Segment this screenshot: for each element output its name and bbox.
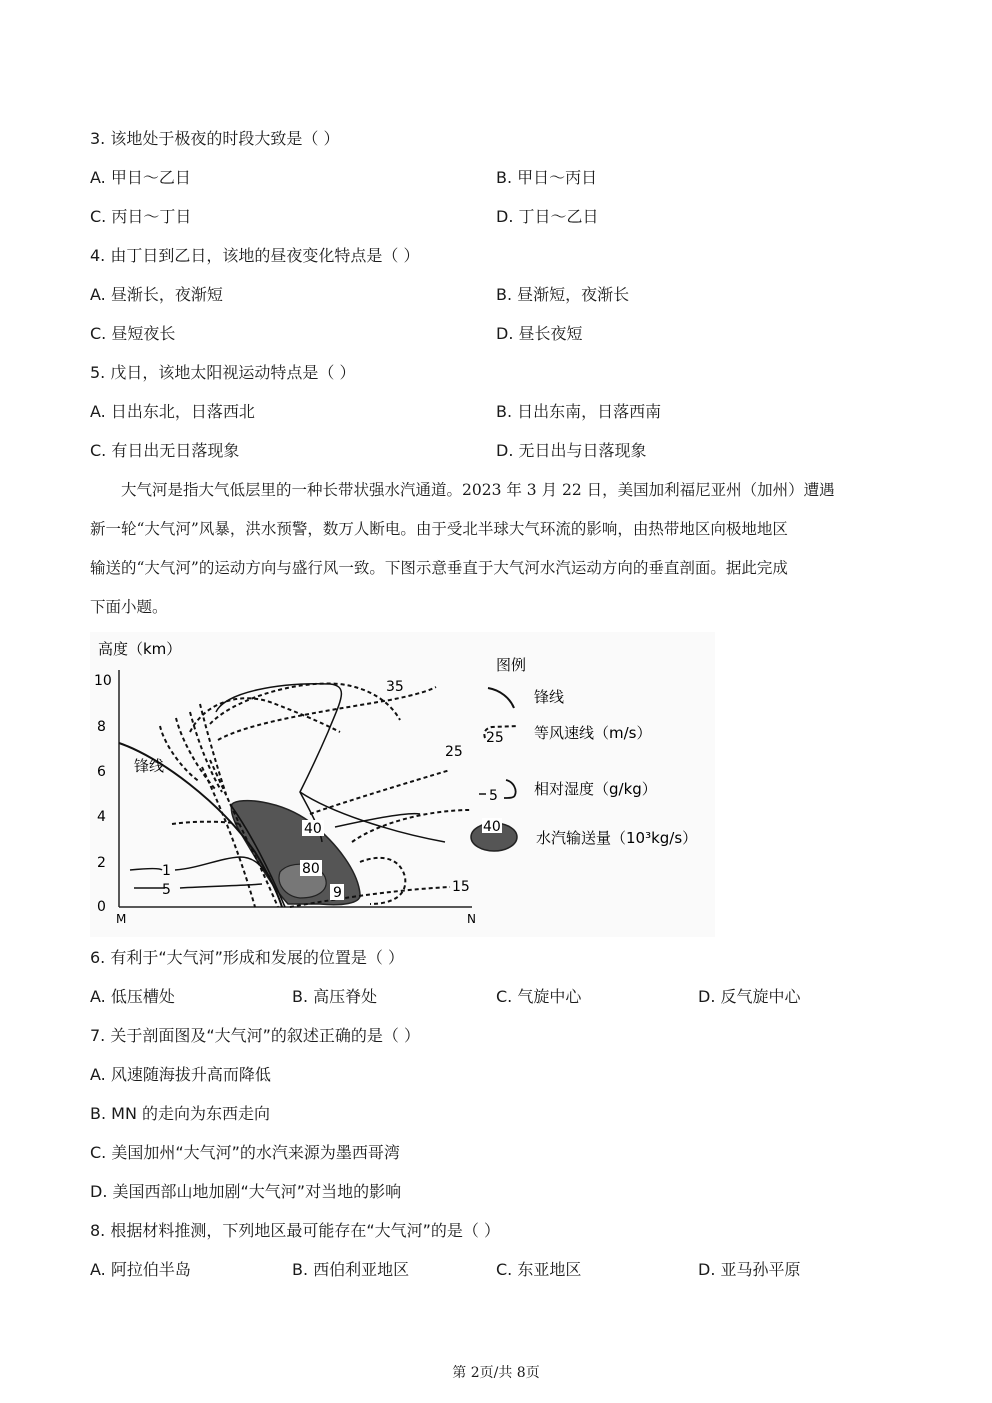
question-3-option-c[interactable]: C. 丙日～丁日 bbox=[90, 207, 192, 226]
question-8-option-d[interactable]: D. 亚马孙平原 bbox=[698, 1260, 801, 1279]
y-tick-2: 2 bbox=[97, 855, 106, 871]
y-axis-label: 高度（km） bbox=[98, 640, 182, 658]
question-7-option-c[interactable]: C. 美国加州“大气河”的水汽来源为墨西哥湾 bbox=[90, 1143, 400, 1162]
question-3-option-d[interactable]: D. 丁日～乙日 bbox=[496, 207, 599, 226]
label-5: 5 bbox=[162, 882, 171, 898]
y-tick-0: 0 bbox=[97, 899, 106, 915]
legend-front-label: 锋线 bbox=[534, 688, 565, 706]
legend-wind-sample: 25 bbox=[486, 730, 504, 746]
question-4-option-c[interactable]: C. 昼短夜长 bbox=[90, 324, 176, 343]
question-7-option-d[interactable]: D. 美国西部山地加剧“大气河”对当地的影响 bbox=[90, 1182, 402, 1201]
question-7-option-b[interactable]: B. MN 的走向为东西走向 bbox=[90, 1104, 271, 1123]
question-5-option-d[interactable]: D. 无日出与日落现象 bbox=[496, 441, 647, 460]
question-4-option-a[interactable]: A. 昼渐长，夜渐短 bbox=[90, 285, 223, 304]
question-4-option-b[interactable]: B. 昼渐短，夜渐长 bbox=[496, 285, 630, 304]
question-4-stem: 4. 由丁日到乙日，该地的昼夜变化特点是（ ） bbox=[90, 246, 420, 265]
question-4-option-d[interactable]: D. 昼长夜短 bbox=[496, 324, 583, 343]
legend-humidity-sample: 5 bbox=[489, 788, 498, 804]
y-tick-8: 8 bbox=[97, 719, 106, 735]
label-25: 25 bbox=[445, 744, 463, 760]
question-6-option-c[interactable]: C. 气旋中心 bbox=[496, 987, 582, 1006]
y-tick-6: 6 bbox=[97, 764, 106, 780]
label-80: 80 bbox=[302, 861, 320, 877]
label-35: 35 bbox=[386, 679, 404, 695]
question-6-stem: 6. 有利于“大气河”形成和发展的位置是（ ） bbox=[90, 948, 405, 967]
question-3-stem: 3. 该地处于极夜的时段大致是（ ） bbox=[90, 129, 340, 148]
front-label: 锋线 bbox=[134, 757, 165, 775]
question-7-option-a[interactable]: A. 风速随海拔升高而降低 bbox=[90, 1065, 271, 1084]
y-tick-10: 10 bbox=[94, 673, 112, 689]
label-40: 40 bbox=[304, 821, 322, 837]
passage-line-4: 下面小题。 bbox=[90, 598, 168, 616]
passage-line-1: 大气河是指大气低层里的一种长带状强水汽通道。2023 年 3 月 22 日，美国加利福尼亚州（加州）遭遇 bbox=[90, 481, 835, 499]
question-8-stem: 8. 根据材料推测，下列地区最可能存在“大气河”的是（ ） bbox=[90, 1221, 501, 1240]
label-15: 15 bbox=[452, 879, 470, 895]
question-5-option-b[interactable]: B. 日出东南，日落西南 bbox=[496, 402, 662, 421]
passage-line-2: 新一轮“大气河”风暴，洪水预警，数万人断电。由于受北半球大气环流的影响，由热带地区向极地地区 bbox=[90, 520, 788, 538]
question-8-option-b[interactable]: B. 西伯利亚地区 bbox=[292, 1260, 410, 1279]
question-3-option-a[interactable]: A. 甲日～乙日 bbox=[90, 168, 191, 187]
x-label-n: N bbox=[467, 912, 476, 926]
legend-wind-label: 等风速线（m/s） bbox=[534, 724, 652, 742]
question-8-option-c[interactable]: C. 东亚地区 bbox=[496, 1260, 582, 1279]
question-3-option-b[interactable]: B. 甲日～丙日 bbox=[496, 168, 598, 187]
legend-title: 图例 bbox=[496, 656, 527, 674]
question-5-option-a[interactable]: A. 日出东北，日落西北 bbox=[90, 402, 255, 421]
legend-vapor-label: 水汽输送量（10³kg/s） bbox=[536, 829, 698, 847]
cross-section-figure bbox=[90, 632, 715, 937]
question-6-option-b[interactable]: B. 高压脊处 bbox=[292, 987, 378, 1006]
question-5-option-c[interactable]: C. 有日出无日落现象 bbox=[90, 441, 240, 460]
question-7-stem: 7. 关于剖面图及“大气河”的叙述正确的是（ ） bbox=[90, 1026, 421, 1045]
question-8-option-a[interactable]: A. 阿拉伯半岛 bbox=[90, 1260, 191, 1279]
passage-line-3: 输送的“大气河”的运动方向与盛行风一致。下图示意垂直于大气河水汽运动方向的垂直剖面。据此完成 bbox=[90, 559, 788, 577]
x-label-m: M bbox=[116, 912, 127, 926]
question-6-option-d[interactable]: D. 反气旋中心 bbox=[698, 987, 801, 1006]
y-tick-4: 4 bbox=[97, 809, 106, 825]
question-5-stem: 5. 戊日，该地太阳视运动特点是（ ） bbox=[90, 363, 356, 382]
legend-humidity-label: 相对湿度（g/kg） bbox=[534, 780, 657, 798]
label-1: 1 bbox=[162, 863, 171, 879]
question-6-option-a[interactable]: A. 低压槽处 bbox=[90, 987, 175, 1006]
cross-section-svg bbox=[90, 632, 715, 937]
page-footer: 第 2页/共 8页 bbox=[452, 1365, 540, 1381]
label-9: 9 bbox=[333, 885, 342, 901]
legend-vapor-sample: 40 bbox=[483, 819, 501, 835]
